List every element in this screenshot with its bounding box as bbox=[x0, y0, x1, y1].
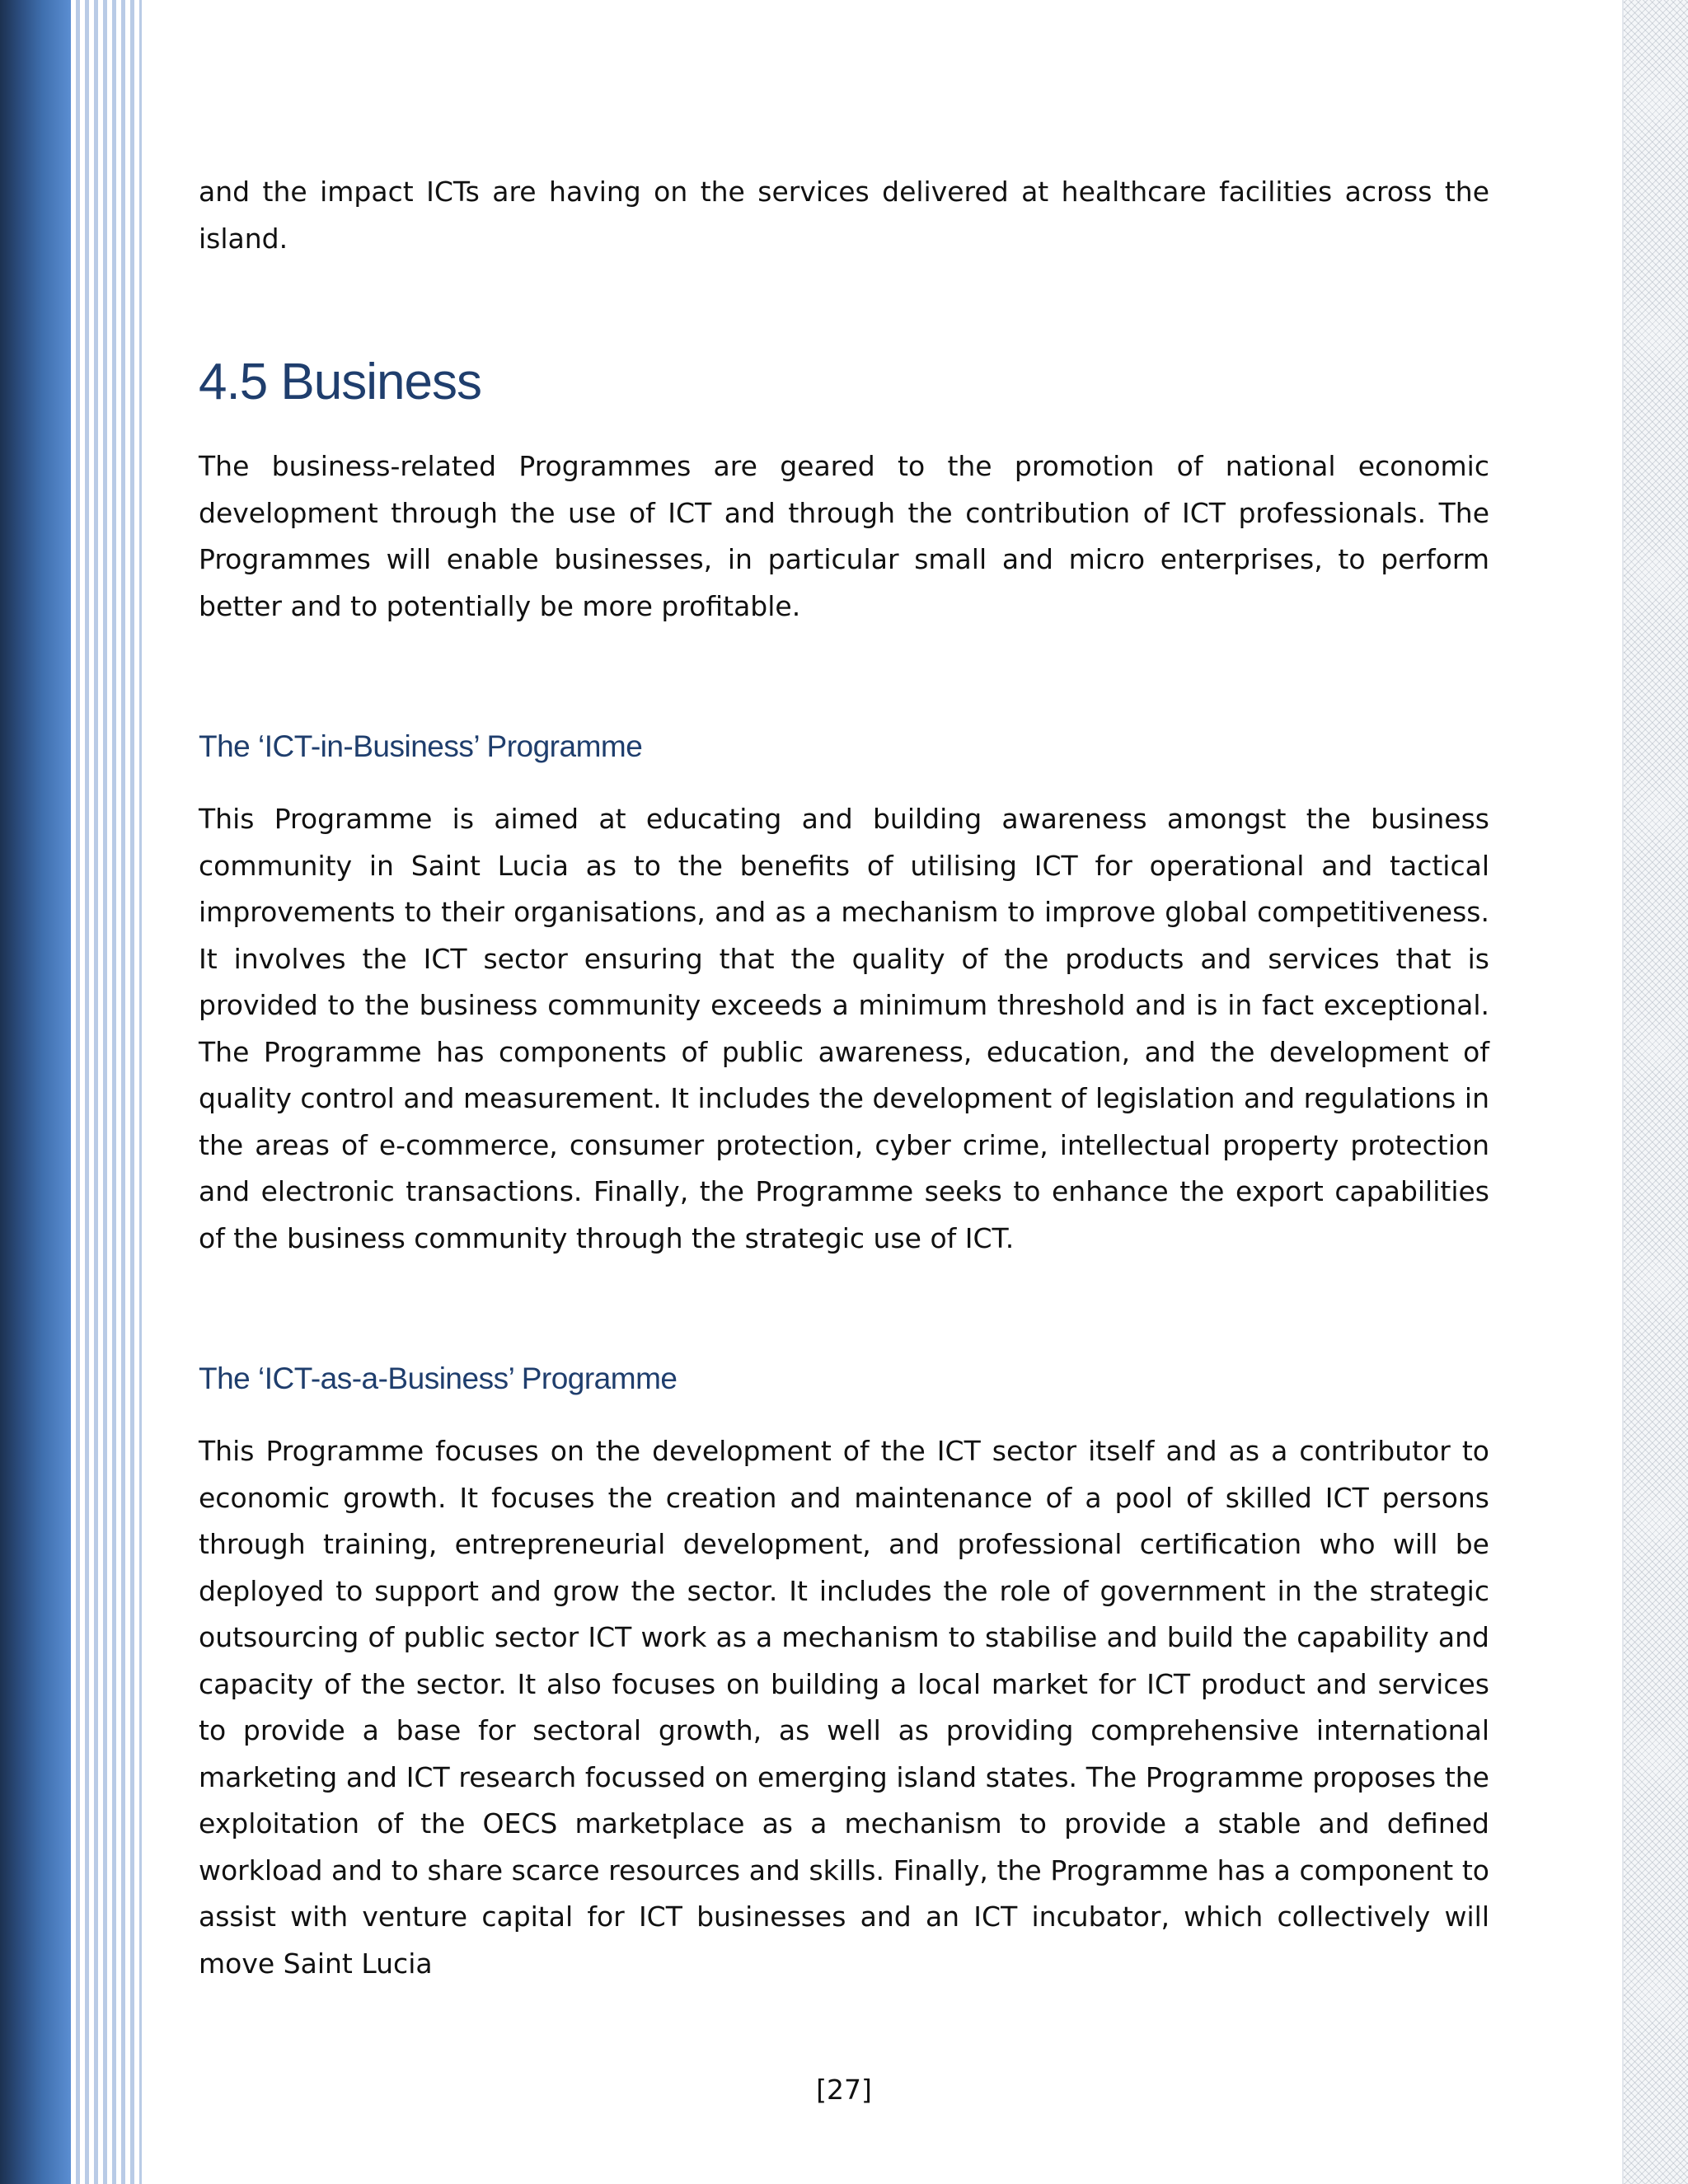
section-heading: 4.5 Business bbox=[199, 354, 481, 410]
page-number: [27] bbox=[816, 2074, 872, 2106]
left-gradient-bar bbox=[0, 0, 71, 2184]
page-content bbox=[199, 169, 1489, 1987]
programme-heading-ict-as-a-business: The ‘ICT-as-a-Business’ Programme bbox=[199, 1361, 678, 1395]
section-intro-paragraph: The business-related Programmes are geared to the promotion of national economic development through the use of ICT and through the contribution of ICT professionals. The Programmes will enable businesses, in particular small and micro enterprises, to perform better and to potentially be more profitable. bbox=[199, 450, 1489, 622]
programme-heading-ict-in-business: The ‘ICT-in-Business’ Programme bbox=[199, 729, 643, 763]
intro-paragraph: and the impact ICTs are having on the services delivered at healthcare facilities across the island. bbox=[199, 176, 1489, 255]
left-stripes bbox=[71, 0, 142, 2184]
right-decorative-border bbox=[1622, 0, 1688, 2184]
left-decorative-border bbox=[0, 0, 142, 2184]
programme-body-ict-as-a-business: This Programme focuses on the development of the ICT sector itself and as a contributor to economic growth. It focuses the creation and maintenance of a pool of skilled ICT persons through training, entrepreneurial development, and professional certification who will be deployed to support and grow the sector. It includes the role of government in the strategic outsourcing of public sector ICT work as a mechanism to stabilise and build the capability and capacity of the sector. It also focuses on building a local market for ICT product and services to provide a base for sectoral growth, as well as providing comprehensive international marketing and ICT research focussed on emerging island states. The Programme proposes the exploitation of the OECS marketplace as a mechanism to provide a stable and defined workload and to share scarce resources and skills. Finally, the Programme has a component to assist with venture capital for ICT businesses and an ICT incubator, which collectively will move Saint Lucia bbox=[199, 1435, 1489, 1980]
programme-body-ict-in-business: This Programme is aimed at educating and building awareness amongst the business community in Saint Lucia as to the benefits of utilising ICT for operational and tactical improvements to their organisations, and as a mechanism to improve global competitiveness. It involves the ICT sector ensuring that the quality of the products and services that is provided to the business community exceeds a minimum threshold and is in fact exceptional. The Programme has components of public awareness, education, and the development of quality control and measurement. It includes the development of legislation and regulations in the areas of e-commerce, consumer protection, cyber crime, intellectual property protection and electronic transactions. Finally, the Programme seeks to enhance the export capabilities of the business community through the strategic use of ICT. bbox=[199, 803, 1489, 1254]
